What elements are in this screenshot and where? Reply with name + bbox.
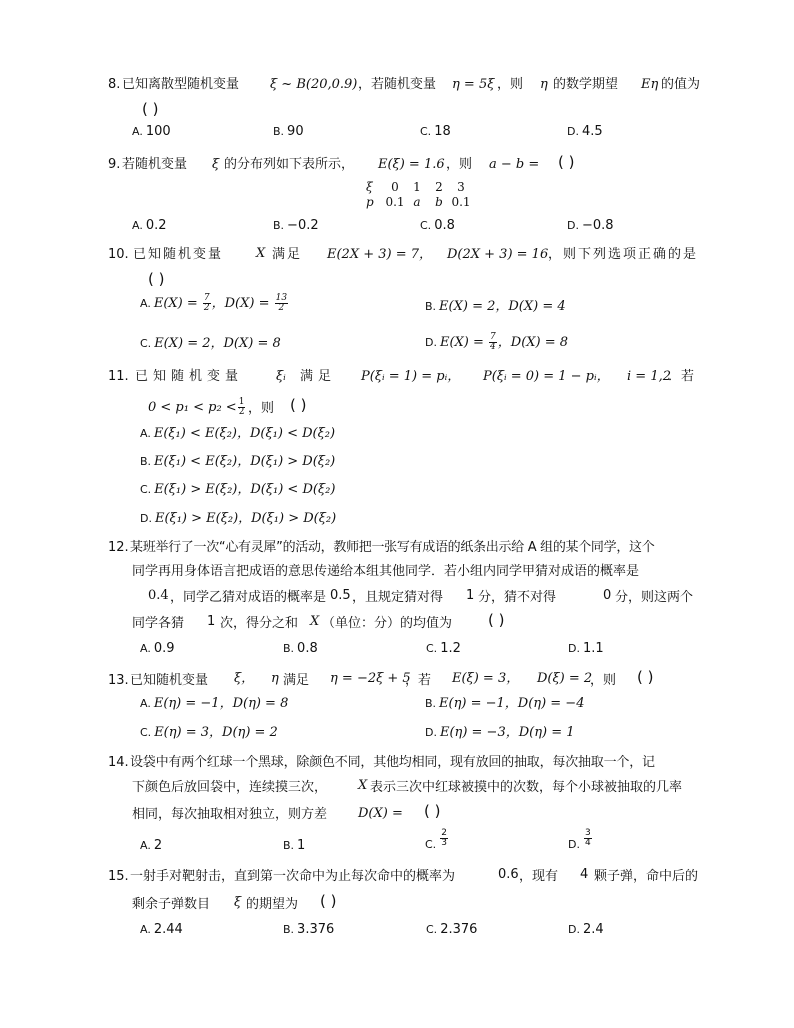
q8-eta-def: η = 5ξ — [452, 77, 495, 92]
q8-eta: η — [540, 77, 548, 92]
q12-option-d: D. 1.1 — [568, 641, 604, 656]
q10-option-a: A. E(X) = $\frac{7}{2}$ ，D(X) = $\frac{13}{2}$ — [140, 293, 288, 313]
q10-a-fraction-d: $\frac{13}{2}$ — [275, 293, 288, 313]
q11-answer-paren: ( ) — [290, 396, 307, 414]
q10-answer-paren: ( ) — [148, 270, 165, 288]
q10-number: 10. — [108, 247, 129, 262]
q15-bullets: 4 — [580, 867, 589, 882]
q10-text-b: 满足 — [272, 247, 303, 262]
q15-line-2-c: 的期望为 — [246, 897, 299, 912]
q9-condition: E(ξ) = 1.6 — [378, 157, 445, 172]
q12-line-1: 某班举行了一次“心有灵犀”的活动，教师把一张写有成语的纸条出示给 A 组的某个同学，这个 — [130, 540, 655, 555]
q13-option-d: D. E(η) = −3，D(η) = 1 — [425, 725, 575, 740]
q13-eta: η — [271, 671, 279, 686]
q14-line-2-c: 表示三次中红球被摸中的次数，每个小球被抽取的几率 — [370, 780, 683, 795]
q12-line-3-f: 分，猜不对得 — [478, 590, 557, 605]
q13-e-xi: E(ξ) = 3， — [452, 671, 520, 686]
q15-prob: 0.6 — [498, 867, 519, 882]
q12-option-b: B. 0.8 — [283, 641, 318, 656]
q14-variance: D(X) = — [358, 806, 403, 821]
q14-option-c: $_{C.}$ $\frac{2}{3}$ — [425, 828, 447, 851]
q14-line-3-a: 相同，每次抽取相对独立，则方差 — [132, 807, 328, 822]
q13-d-xi: D(ξ) = 2 — [537, 671, 593, 686]
q9-distribution-table — [366, 180, 472, 210]
q12-answer-paren: ( ) — [488, 611, 505, 629]
q8-option-b: B. 90 — [273, 124, 304, 139]
q11-option-c: C. E(ξ₁) > E(ξ₂)，D(ξ₁) < D(ξ₂) — [140, 482, 336, 497]
q14-line-2-a: 下颜色后放回袋中，连续摸三次， — [132, 780, 328, 795]
q8-distribution: ξ ~ B(20,0.9) — [270, 77, 358, 92]
q15-line-1-c: ，现有 — [519, 869, 559, 884]
q11-condition-0: P(ξᵢ = 0) = 1 − pᵢ， — [483, 369, 610, 384]
q14-number: 14. — [108, 755, 129, 770]
q8-e-eta: Eη — [641, 77, 659, 92]
q12-number: 12. — [108, 540, 129, 555]
q11-condition-p: 0 < p₁ < p₂ < $\frac{1}{2}$ — [148, 397, 245, 417]
q9-option-c: C. 0.8 — [420, 218, 455, 233]
q13-answer-paren: ( ) — [637, 668, 654, 686]
q15-option-a: A. 2.44 — [140, 922, 183, 937]
q14-x: X — [358, 778, 368, 793]
q8-text-d: 的数学期望 — [553, 77, 619, 92]
q8-text-e: 的值为 — [661, 77, 701, 92]
q12-score-wrong: 0 — [603, 588, 612, 603]
q11-option-b: B. E(ξ₁) < E(ξ₂)，D(ξ₁) > D(ξ₂) — [140, 454, 336, 469]
q10-x: X — [256, 246, 266, 261]
q8-number: 8. — [108, 77, 121, 92]
q12-option-a: A. 0.9 — [140, 641, 175, 656]
q10-text-c: ，则下列选项正确的是 — [548, 247, 699, 262]
q13-text-c: ，若 — [405, 673, 432, 688]
q12-line-4-e: （单位：分）的均值为 — [322, 616, 453, 631]
q13-xi: ξ， — [234, 671, 255, 686]
q12-score-correct: 1 — [466, 588, 475, 603]
q14-line-1: 设袋中有两个红球一个黑球，除颜色不同，其他均相同，现有放回的抽取，每次抽取一个，记 — [130, 755, 655, 770]
q12-line-3-d: ，且规定猜对得 — [352, 590, 444, 605]
q9-text-a: 若随机变量 — [122, 157, 188, 172]
q11-condition-1: P(ξᵢ = 1) = pᵢ， — [361, 369, 461, 384]
q11-half-fraction: $\frac{1}{2}$ — [238, 397, 245, 417]
q8-text-b: ，若随机变量 — [358, 77, 437, 92]
q12-x: X — [310, 614, 320, 629]
q11-text-b: 满足 — [300, 369, 337, 384]
q13-option-b: B. E(η) = −1，D(η) = −4 — [425, 696, 585, 711]
q9-option-d: D. −0.8 — [567, 218, 614, 233]
q10-a-fraction-e: $\frac{7}{2}$ — [203, 293, 210, 313]
q12-line-3-h: 分，则这两个 — [615, 590, 694, 605]
q13-text-b: 满足 — [283, 673, 310, 688]
q13-text-d: ，则 — [590, 673, 617, 688]
q8-answer-paren: ( ) — [142, 100, 159, 118]
q11-option-a: A. E(ξ₁) < E(ξ₂)，D(ξ₁) < D(ξ₂) — [140, 426, 336, 441]
q8-option-a: A. 100 — [132, 124, 171, 139]
q9-text-b: 的分布列如下表所示， — [224, 157, 355, 172]
q15-option-b: B. 3.376 — [283, 922, 335, 937]
q11-xi: ξᵢ — [276, 369, 286, 384]
q11-text-d: ，则 — [248, 401, 275, 416]
q13-number: 13. — [108, 673, 129, 688]
q15-answer-paren: ( ) — [320, 892, 337, 910]
q12-line-4-c: 次，得分之和 — [220, 616, 299, 631]
q15-line-1-e: 颗子弹，命中后的 — [594, 869, 699, 884]
q9-table-row-xi: ξ 0 1 2 3 — [366, 180, 465, 194]
q11-number: 11. — [108, 369, 129, 384]
q12-line-2: 同学再用身体语言把成语的意思传递给本组其他同学．若小组内同学甲猜对成语的概率是 — [132, 564, 640, 579]
q11-text-a: 已知随机变量 — [135, 369, 244, 384]
q10-condition-e: E(2X + 3) = 7， — [327, 247, 433, 262]
q9-number: 9. — [108, 157, 121, 172]
q8-text-c: ，则 — [497, 77, 524, 92]
q9-answer-paren: ( ) — [558, 153, 575, 171]
q15-line-2-a: 剩余子弹数目 — [132, 897, 211, 912]
q12-option-c: C. 1.2 — [426, 641, 461, 656]
q9-expression: a − b = — [489, 157, 540, 172]
q15-option-d: D. 2.4 — [568, 922, 604, 937]
q10-option-c: C. E(X) = 2，D(X) = 8 — [140, 336, 281, 351]
q13-option-a: A. E(η) = −1，D(η) = 8 — [140, 696, 289, 711]
q8-option-d: D. 4.5 — [567, 124, 603, 139]
q10-option-b: B. E(X) = 2，D(X) = 4 — [425, 299, 566, 314]
q11-index-range: i = 1,2 — [627, 369, 671, 384]
q8-option-c: C. 18 — [420, 124, 451, 139]
q13-relation: η = −2ξ + 5 — [330, 671, 411, 686]
q14-answer-paren: ( ) — [424, 802, 441, 820]
q10-d-fraction-e: $\frac{7}{4}$ — [490, 332, 496, 352]
q15-option-c: C. 2.376 — [426, 922, 478, 937]
q14-option-d: $_{D.}$ $\frac{3}{4}$ — [568, 828, 591, 851]
q11-option-d: D. E(ξ₁) > E(ξ₂)，D(ξ₁) > D(ξ₂) — [140, 511, 337, 526]
q12-line-3-b: ，同学乙猜对成语的概率是 — [170, 590, 327, 605]
q15-line-1-a: 一射手对靶射击，直到第一次命中为止每次命中的概率为 — [130, 869, 456, 884]
q14-option-b: B. 1 — [283, 838, 306, 853]
q14-d-fraction: $\frac{3}{4}$ — [584, 828, 591, 848]
q9-table-row-p: p 0.1 a b 0.1 — [366, 195, 471, 209]
q13-text-a: 已知随机变量 — [130, 673, 209, 688]
q15-xi: ξ — [234, 895, 242, 910]
q9-option-b: B. −0.2 — [273, 218, 319, 233]
q11-text-c: ．若 — [668, 369, 695, 384]
q12-line-4-a: 同学各猜 — [132, 616, 185, 631]
q10-condition-d: D(2X + 3) = 16 — [447, 247, 549, 262]
q10-option-d: D. E(X) = $\frac{7}{4}$ ，D(X) = 8 — [425, 332, 569, 352]
q14-c-fraction: $\frac{2}{3}$ — [441, 828, 447, 848]
q12-prob-b: 0.5 — [330, 588, 351, 603]
q10-text-a: 已知随机变量 — [133, 247, 224, 262]
q9-xi: ξ — [212, 157, 220, 172]
q13-option-c: C. E(η) = 3，D(η) = 2 — [140, 725, 278, 740]
q14-option-a: A. 2 — [140, 838, 163, 853]
q12-times: 1 — [207, 614, 216, 629]
q9-option-a: A. 0.2 — [132, 218, 167, 233]
q15-number: 15. — [108, 869, 129, 884]
q12-prob-a: 0.4 — [148, 588, 169, 603]
q8-text-a: 已知离散型随机变量 — [122, 77, 240, 92]
q9-text-c: ，则 — [446, 157, 473, 172]
